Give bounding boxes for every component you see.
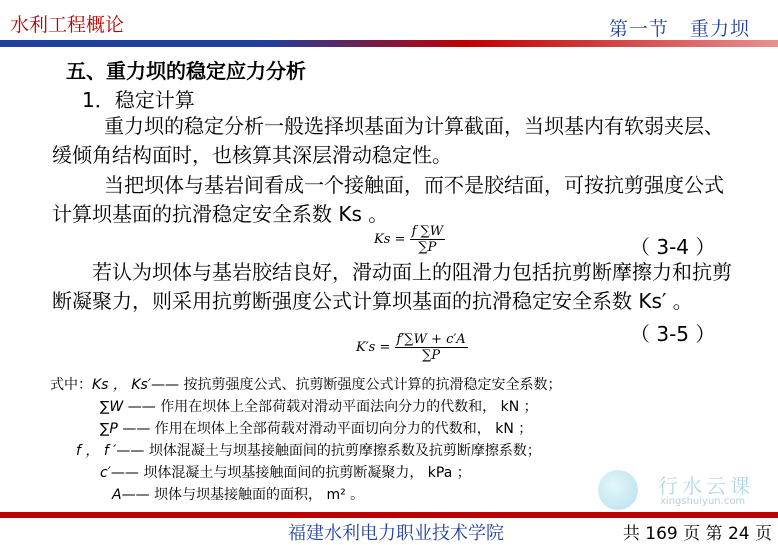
- equation-3-5: [356, 332, 468, 363]
- equation-number-3-4: （ 3-4 ）: [630, 235, 716, 259]
- symbol-definitions: [50, 374, 690, 506]
- definitions-intro: 式中：: [50, 377, 92, 393]
- def-6-symbol: A——: [112, 487, 150, 503]
- def-4-text: 坝体混凝土与坝基接触面间的抗剪摩擦系数及抗剪断摩擦系数；: [148, 443, 541, 459]
- definition-row-5: [50, 462, 690, 484]
- equation-number-3-5: （ 3-5 ）: [630, 322, 716, 346]
- paragraph-1: [52, 112, 742, 170]
- def-5-symbol: c′——: [100, 465, 139, 481]
- definition-row-2: [50, 396, 690, 418]
- eq1-fraction: [410, 224, 446, 255]
- section-number: 第一节: [608, 18, 669, 40]
- footer-school-name: 福建水利电力职业技术学院: [288, 523, 504, 544]
- section-topic: 重力坝: [689, 18, 750, 40]
- def-4-symbol: f ， f ′——: [76, 443, 145, 459]
- definition-row-4: [50, 440, 690, 462]
- course-title: 水利工程概论: [10, 14, 125, 36]
- eq1-denominator: ∑P: [418, 240, 437, 255]
- eq2-lhs: K′s =: [356, 340, 391, 355]
- watermark-logo: [598, 468, 768, 514]
- definition-row-3: [50, 418, 690, 440]
- definition-row-1: [50, 374, 690, 396]
- footer-divider: [0, 512, 778, 518]
- def-1-symbol: Ks ， Ks′——: [92, 377, 180, 393]
- footer-page-counter: 共 169 页 第 24 页: [622, 524, 772, 544]
- slide-heading: 五、重力坝的稳定应力分析: [66, 59, 306, 83]
- eq2-fraction: [395, 332, 468, 363]
- def-5-text: 坝体混凝土与坝基接触面间的抗剪断凝聚力， kPa ；: [143, 465, 471, 481]
- eq1-numerator: f ∑W: [411, 224, 444, 239]
- def-6-text: 坝体与坝基接触面的面积， m² 。: [154, 487, 365, 503]
- watermark-url: xingshuiyun.com: [660, 496, 746, 507]
- watermark-circle-icon: [598, 470, 638, 510]
- definition-row-6: [50, 484, 690, 506]
- header-divider: [0, 40, 778, 47]
- section-title: [609, 14, 750, 41]
- def-2-symbol: ∑W ——: [100, 399, 156, 415]
- slide-subheading: 1．稳定计算: [82, 88, 195, 112]
- eq2-numerator: f′∑W + c′A: [396, 332, 466, 347]
- watermark-name: 行水云课: [658, 474, 754, 498]
- paragraph-3-text: 若认为坝体与基岩胶结良好，滑动面上的阻滑力包括抗剪断摩擦力和抗剪断凝聚力，则采用抗剪断强度公式计算坝基面的抗滑稳定安全系数 Ks′ 。: [52, 260, 732, 313]
- eq1-lhs: Ks =: [374, 232, 406, 247]
- eq2-denominator: ∑P: [422, 348, 441, 363]
- def-3-text: 作用在坝体上全部荷载对滑动平面切向分力的代数和， kN ；: [154, 421, 533, 437]
- paragraph-2: [52, 171, 742, 229]
- paragraph-3: [52, 258, 742, 316]
- def-2-text: 作用在坝体上全部荷载对滑动平面法向分力的代数和， kN ；: [160, 399, 538, 415]
- def-3-symbol: ∑P ——: [100, 421, 151, 437]
- paragraph-1-text: 重力坝的稳定分析一般选择坝基面为计算截面，当坝基内有软弱夹层、缓倾角结构面时，也核算其深层滑动稳定性。: [52, 114, 724, 167]
- def-1-text: 按抗剪强度公式、抗剪断强度公式计算的抗滑稳定安全系数；: [183, 377, 562, 393]
- paragraph-2-text: 当把坝体与基岩间看成一个接触面，而不是胶结面，可按抗剪强度公式计算坝基面的抗滑稳定安全系数 Ks 。: [52, 173, 724, 226]
- equation-3-4: [374, 224, 445, 255]
